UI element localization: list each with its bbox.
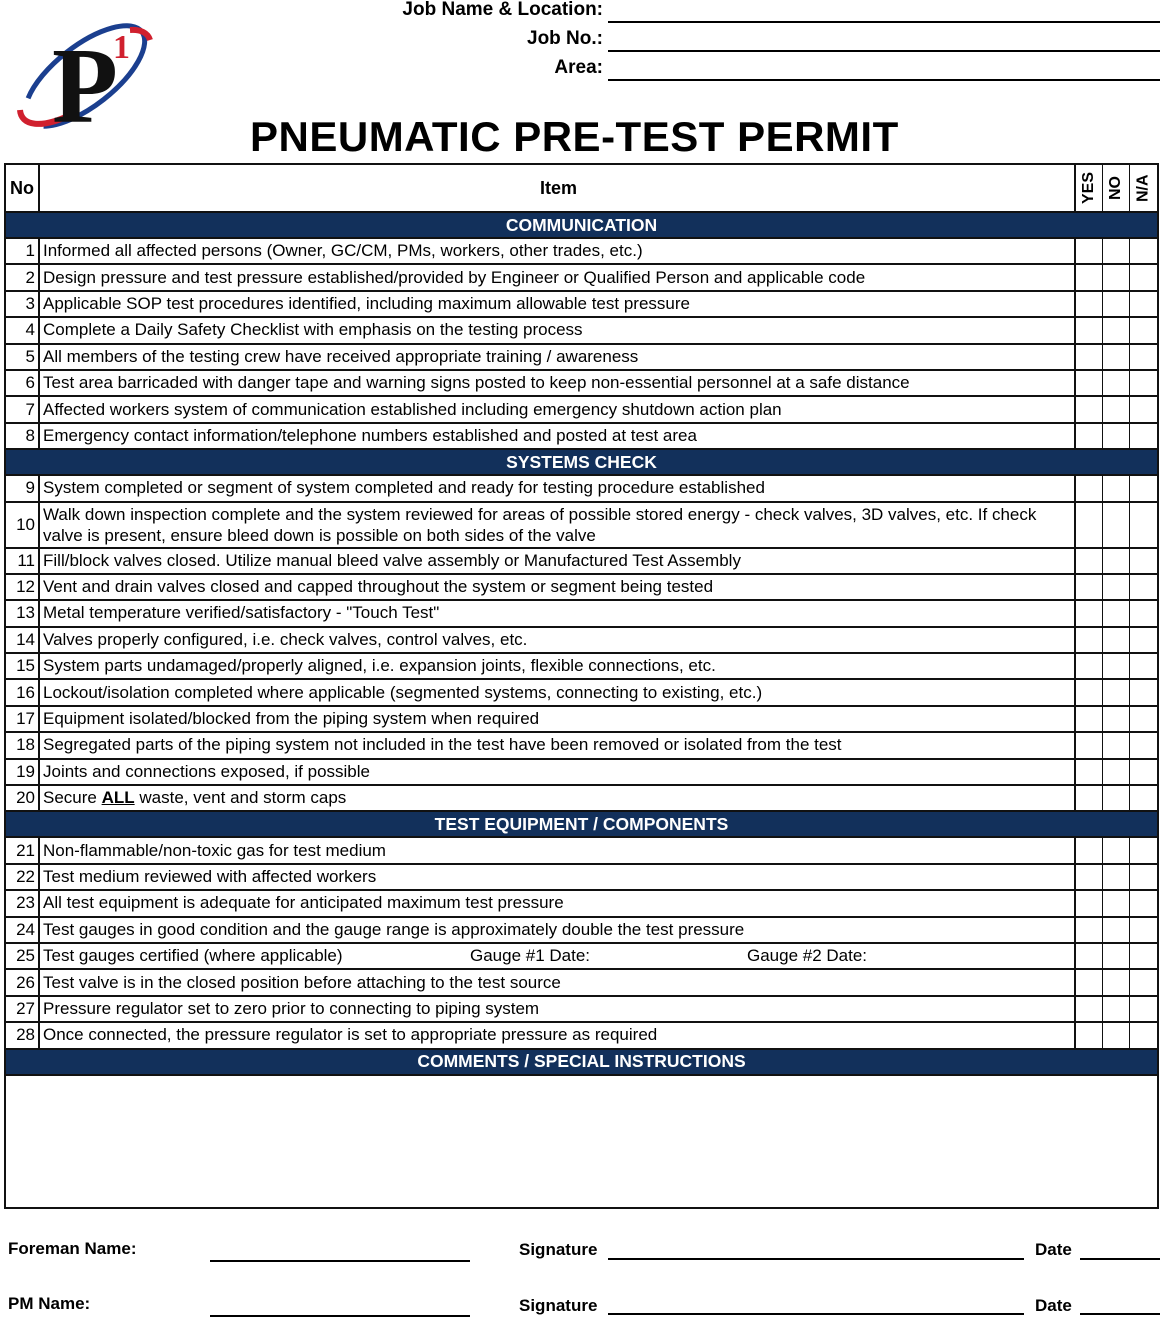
row-number: 22 — [6, 865, 40, 889]
checkbox-yes[interactable] — [1076, 707, 1103, 731]
checklist-row-27 — [6, 997, 1157, 1023]
pm-signature-label: Signature — [519, 1296, 598, 1315]
checkbox-na[interactable] — [1130, 503, 1157, 547]
row-item-part: waste, vent and storm caps — [134, 788, 347, 808]
checklist-row-11 — [6, 549, 1157, 575]
row-number: 23 — [6, 891, 40, 915]
checklist-row-25 — [6, 944, 1157, 970]
checkbox-yes[interactable] — [1076, 786, 1103, 810]
row-item-text: Once connected, the pressure regulator is set to appropriate pressure as required — [40, 1023, 1076, 1047]
checkbox-na[interactable] — [1130, 292, 1157, 316]
checklist-row-8 — [6, 424, 1157, 450]
checklist-table — [4, 163, 1159, 1209]
row-item-text: Applicable SOP test procedures identified, including maximum allowable test pressure — [40, 292, 1076, 316]
checkbox-no[interactable] — [1103, 865, 1130, 889]
checklist-row-4 — [6, 318, 1157, 344]
row-number: 7 — [6, 397, 40, 421]
checkbox-no[interactable] — [1103, 786, 1130, 810]
row-item-text: Affected workers system of communication established including emergency shutdown action plan — [40, 397, 1076, 421]
job-name-location-field[interactable] — [300, 0, 1160, 23]
pm-signature-line[interactable] — [608, 1313, 1024, 1315]
row-item-text: Emergency contact information/telephone numbers established and posted at test area — [40, 424, 1076, 448]
row-item-text: System parts undamaged/properly aligned, i.e. expansion joints, flexible connections, etc. — [40, 654, 1076, 678]
row-number: 2 — [6, 265, 40, 289]
row-number: 9 — [6, 476, 40, 500]
job-name-location-line[interactable] — [608, 21, 1160, 23]
job-no-field[interactable] — [300, 26, 1160, 52]
section-systems-check: SYSTEMS CHECK — [6, 450, 1157, 476]
col-item-header: Item — [40, 165, 1076, 211]
foreman-name-label: Foreman Name: — [8, 1239, 137, 1258]
checkbox-no[interactable] — [1103, 292, 1130, 316]
checklist-row-23 — [6, 891, 1157, 917]
checkbox-yes[interactable] — [1076, 997, 1103, 1021]
checkbox-na[interactable] — [1130, 345, 1157, 369]
row-item-text: Design pressure and test pressure established/provided by Engineer or Qualified Person and applicable code — [40, 265, 1076, 289]
row-item-text: Non-flammable/non-toxic gas for test medium — [40, 838, 1076, 862]
checkbox-no[interactable] — [1103, 575, 1130, 599]
row-number: 21 — [6, 838, 40, 862]
checkbox-yes[interactable] — [1076, 838, 1103, 862]
row-number: 1 — [6, 239, 40, 263]
emphasis-all: ALL — [101, 788, 135, 808]
row-number: 6 — [6, 371, 40, 395]
checkbox-no[interactable] — [1103, 1023, 1130, 1047]
checklist-row-18 — [6, 733, 1157, 759]
checkbox-na[interactable] — [1130, 760, 1157, 784]
checkbox-yes[interactable] — [1076, 239, 1103, 263]
row-item-text: Complete a Daily Safety Checklist with emphasis on the testing process — [40, 318, 1076, 342]
checklist-row-12 — [6, 575, 1157, 601]
checklist-row-21 — [6, 838, 1157, 864]
checkbox-na[interactable] — [1130, 865, 1157, 889]
checkbox-no[interactable] — [1103, 997, 1130, 1021]
checkbox-no[interactable] — [1103, 918, 1130, 942]
checkbox-na[interactable] — [1130, 891, 1157, 915]
row-item-text: Equipment isolated/blocked from the piping system when required — [40, 707, 1076, 731]
checkbox-no[interactable] — [1103, 318, 1130, 342]
checkbox-no[interactable] — [1103, 549, 1130, 573]
row-number: 8 — [6, 424, 40, 448]
checkbox-no[interactable] — [1103, 503, 1130, 547]
row-number: 10 — [6, 503, 40, 547]
col-yes-header: YES — [1080, 172, 1097, 205]
checkbox-na[interactable] — [1130, 786, 1157, 810]
checklist-row-7 — [6, 397, 1157, 423]
row-number: 5 — [6, 345, 40, 369]
checkbox-no[interactable] — [1103, 891, 1130, 915]
checkbox-na[interactable] — [1130, 318, 1157, 342]
row-number: 4 — [6, 318, 40, 342]
checkbox-yes[interactable] — [1076, 424, 1103, 448]
checkbox-na[interactable] — [1130, 654, 1157, 678]
comments-textarea[interactable] — [6, 1076, 1157, 1207]
row-number: 28 — [6, 1023, 40, 1047]
row-number: 16 — [6, 680, 40, 704]
checkbox-yes[interactable] — [1076, 476, 1103, 500]
checkbox-na[interactable] — [1130, 838, 1157, 862]
checkbox-yes[interactable] — [1076, 371, 1103, 395]
checklist-row-9 — [6, 476, 1157, 502]
checkbox-na[interactable] — [1130, 575, 1157, 599]
checkbox-no[interactable] — [1103, 944, 1130, 968]
row-item-text: All test equipment is adequate for anticipated maximum test pressure — [40, 891, 1076, 915]
checkbox-no[interactable] — [1103, 371, 1130, 395]
checkbox-na[interactable] — [1130, 918, 1157, 942]
checklist-row-28 — [6, 1023, 1157, 1049]
checkbox-yes[interactable] — [1076, 601, 1103, 625]
checkbox-yes[interactable] — [1076, 760, 1103, 784]
checklist-row-17 — [6, 707, 1157, 733]
row-item-text: Test gauges in good condition and the gauge range is approximately double the test pressure — [40, 918, 1076, 942]
checkbox-na[interactable] — [1130, 970, 1157, 994]
job-no-label: Job No.: — [527, 28, 603, 49]
row-number: 11 — [6, 549, 40, 573]
checkbox-na[interactable] — [1130, 628, 1157, 652]
area-field[interactable] — [300, 55, 1160, 81]
checkbox-no[interactable] — [1103, 654, 1130, 678]
area-line[interactable] — [608, 79, 1160, 81]
checkbox-na[interactable] — [1130, 549, 1157, 573]
checklist-row-15 — [6, 654, 1157, 680]
section-communication: COMMUNICATION — [6, 213, 1157, 239]
row-number: 18 — [6, 733, 40, 757]
checklist-row-22 — [6, 865, 1157, 891]
checkbox-na[interactable] — [1130, 1023, 1157, 1047]
col-na-header: N/A — [1134, 174, 1152, 202]
checkbox-yes[interactable] — [1076, 918, 1103, 942]
row-item-text: Test medium reviewed with affected workers — [40, 865, 1076, 889]
checklist-row-10 — [6, 503, 1157, 549]
svg-text:P: P — [52, 27, 118, 135]
svg-text:1: 1 — [113, 29, 130, 66]
checkbox-na[interactable] — [1130, 424, 1157, 448]
section-test-equipment: TEST EQUIPMENT / COMPONENTS — [6, 812, 1157, 838]
checkbox-no[interactable] — [1103, 476, 1130, 500]
checkbox-na[interactable] — [1130, 944, 1157, 968]
checkbox-no[interactable] — [1103, 760, 1130, 784]
row-item-text — [40, 786, 1076, 810]
checkbox-no[interactable] — [1103, 345, 1130, 369]
foreman-signature-label: Signature — [519, 1240, 598, 1259]
row-item-part: Test gauges certified (where applicable) — [43, 946, 343, 966]
checkbox-no[interactable] — [1103, 680, 1130, 704]
checkbox-no[interactable] — [1103, 838, 1130, 862]
checkbox-yes[interactable] — [1076, 944, 1103, 968]
row-item-text: Valves properly configured, i.e. check valves, control valves, etc. — [40, 628, 1076, 652]
foreman-date-line[interactable] — [1080, 1258, 1160, 1260]
row-item-text — [40, 944, 1076, 968]
row-item-text: Vent and drain valves closed and capped throughout the system or segment being tested — [40, 575, 1076, 599]
area-label: Area: — [554, 57, 603, 78]
checkbox-yes[interactable] — [1076, 345, 1103, 369]
checklist-row-20 — [6, 786, 1157, 812]
checkbox-no[interactable] — [1103, 239, 1130, 263]
col-no-header: No — [6, 165, 40, 211]
checklist-row-14 — [6, 628, 1157, 654]
checkbox-na[interactable] — [1130, 733, 1157, 757]
checkbox-na[interactable] — [1130, 707, 1157, 731]
checkbox-no[interactable] — [1103, 265, 1130, 289]
pm-name-label: PM Name: — [8, 1294, 91, 1313]
job-name-location-label: Job Name & Location: — [402, 0, 603, 20]
checkbox-no[interactable] — [1103, 733, 1130, 757]
checkbox-yes[interactable] — [1076, 575, 1103, 599]
checkbox-yes[interactable] — [1076, 970, 1103, 994]
row-item-text: Lockout/isolation completed where applicable (segmented systems, connecting to existing, etc.) — [40, 680, 1076, 704]
col-no-answer-header: NO — [1107, 176, 1124, 200]
checkbox-yes[interactable] — [1076, 318, 1103, 342]
pm-date-line[interactable] — [1080, 1313, 1160, 1315]
checklist-row-16 — [6, 680, 1157, 706]
row-item-text: Fill/block valves closed. Utilize manual bleed valve assembly or Manufactured Test Assembly — [40, 549, 1076, 573]
checkbox-yes[interactable] — [1076, 628, 1103, 652]
row-item-text: Joints and connections exposed, if possible — [40, 760, 1076, 784]
foreman-signature-line[interactable] — [608, 1258, 1024, 1260]
checklist-row-5 — [6, 345, 1157, 371]
row-item-text: Metal temperature verified/satisfactory - "Touch Test" — [40, 601, 1076, 625]
page-title: PNEUMATIC PRE-TEST PERMIT — [250, 113, 899, 160]
checkbox-yes[interactable] — [1076, 680, 1103, 704]
row-number: 26 — [6, 970, 40, 994]
checklist-row-3 — [6, 292, 1157, 318]
checkbox-yes[interactable] — [1076, 1023, 1103, 1047]
checkbox-no[interactable] — [1103, 424, 1130, 448]
checkbox-yes[interactable] — [1076, 865, 1103, 889]
checkbox-na[interactable] — [1130, 680, 1157, 704]
checkbox-yes[interactable] — [1076, 397, 1103, 421]
row-number: 14 — [6, 628, 40, 652]
checkbox-yes[interactable] — [1076, 733, 1103, 757]
gauge-2-date-label[interactable]: Gauge #2 Date: — [747, 946, 868, 966]
row-number: 19 — [6, 760, 40, 784]
checkbox-yes[interactable] — [1076, 654, 1103, 678]
checkbox-no[interactable] — [1103, 707, 1130, 731]
row-item-text: Informed all affected persons (Owner, GC/CM, PMs, workers, other trades, etc.) — [40, 239, 1076, 263]
checkbox-na[interactable] — [1130, 397, 1157, 421]
checkbox-no[interactable] — [1103, 628, 1130, 652]
section-comments: COMMENTS / SPECIAL INSTRUCTIONS — [6, 1050, 1157, 1076]
checkbox-na[interactable] — [1130, 601, 1157, 625]
checkbox-yes[interactable] — [1076, 549, 1103, 573]
row-item-text: Segregated parts of the piping system not included in the test have been removed or isolated from the test — [40, 733, 1076, 757]
job-no-line[interactable] — [608, 50, 1160, 52]
gauge-1-date-label[interactable]: Gauge #1 Date: — [470, 946, 591, 966]
company-logo — [10, 10, 160, 135]
checklist-row-6 — [6, 371, 1157, 397]
row-number: 25 — [6, 944, 40, 968]
row-item-text: Test area barricaded with danger tape and warning signs posted to keep non-essential personnel at a safe distance — [40, 371, 1076, 395]
checkbox-no[interactable] — [1103, 397, 1130, 421]
checkbox-na[interactable] — [1130, 239, 1157, 263]
checkbox-yes[interactable] — [1076, 292, 1103, 316]
checkbox-na[interactable] — [1130, 265, 1157, 289]
row-item-text: Walk down inspection complete and the system reviewed for areas of possible stored energy - check valves, 3D valves, etc. If check valve is present, ensure bleed down is possible on both sides of the valve — [40, 503, 1076, 547]
checkbox-no[interactable] — [1103, 970, 1130, 994]
checklist-row-19 — [6, 760, 1157, 786]
checkbox-no[interactable] — [1103, 601, 1130, 625]
checkbox-yes[interactable] — [1076, 265, 1103, 289]
checklist-row-1 — [6, 239, 1157, 265]
row-item-text: All members of the testing crew have received appropriate training / awareness — [40, 345, 1076, 369]
table-header-row — [6, 165, 1157, 213]
checklist-row-13 — [6, 601, 1157, 627]
row-number: 20 — [6, 786, 40, 810]
checkbox-yes[interactable] — [1076, 503, 1103, 547]
row-item-part: Secure — [43, 788, 102, 808]
row-item-text: Pressure regulator set to zero prior to connecting to piping system — [40, 997, 1076, 1021]
checkbox-yes[interactable] — [1076, 891, 1103, 915]
row-number: 24 — [6, 918, 40, 942]
row-number: 13 — [6, 601, 40, 625]
row-item-text: System completed or segment of system completed and ready for testing procedure established — [40, 476, 1076, 500]
pm-date-label: Date — [1035, 1296, 1072, 1315]
row-number: 3 — [6, 292, 40, 316]
checklist-row-2 — [6, 265, 1157, 291]
checkbox-na[interactable] — [1130, 476, 1157, 500]
checkbox-na[interactable] — [1130, 371, 1157, 395]
checklist-row-26 — [6, 970, 1157, 996]
pm-name-line[interactable] — [210, 1315, 470, 1317]
row-number: 17 — [6, 707, 40, 731]
checklist-row-24 — [6, 918, 1157, 944]
checkbox-na[interactable] — [1130, 997, 1157, 1021]
row-number: 15 — [6, 654, 40, 678]
foreman-date-label: Date — [1035, 1240, 1072, 1259]
foreman-name-line[interactable] — [210, 1260, 470, 1262]
row-item-text: Test valve is in the closed position before attaching to the test source — [40, 970, 1076, 994]
row-number: 27 — [6, 997, 40, 1021]
row-number: 12 — [6, 575, 40, 599]
